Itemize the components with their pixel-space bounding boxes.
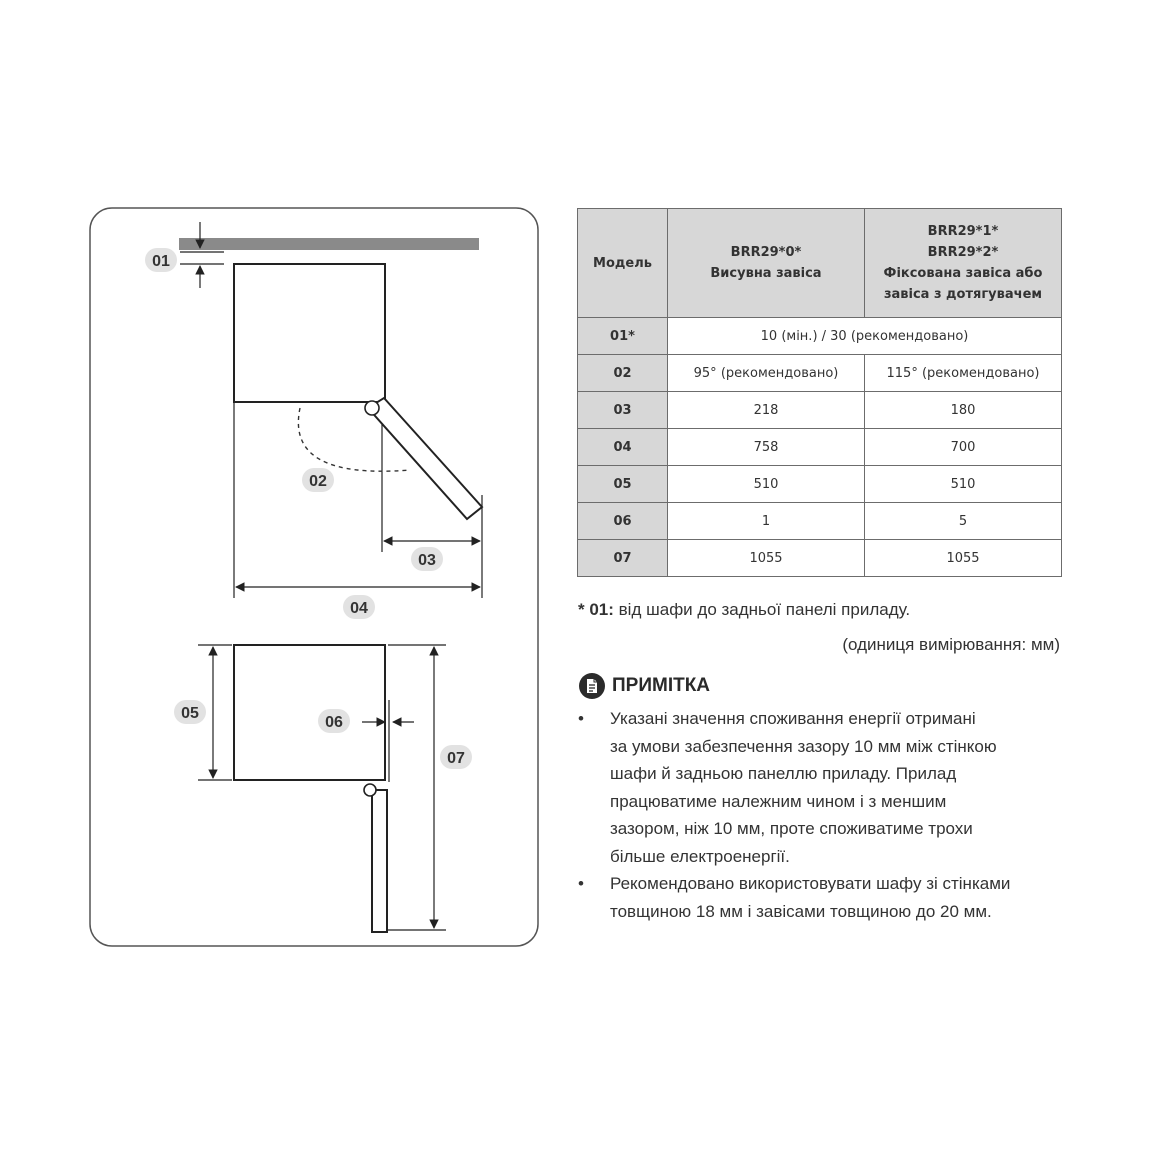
door-open — [368, 398, 482, 519]
label-04 — [343, 595, 375, 619]
label-07 — [440, 745, 472, 769]
svg-text:04: 04 — [350, 600, 368, 617]
row-value-col2: 115° (рекомендовано) — [865, 355, 1062, 392]
row-value-col1: 510 — [668, 466, 865, 503]
appliance-top-view — [234, 264, 385, 402]
table-row — [578, 540, 1062, 577]
label-03 — [411, 547, 443, 571]
bullet-dot: • — [578, 709, 584, 728]
spec-table — [577, 208, 1062, 577]
svg-text:07: 07 — [447, 750, 465, 767]
header-col1: BRR29*0* Висувна завіса — [668, 209, 865, 318]
svg-text:01: 01 — [152, 253, 170, 270]
footnote — [578, 600, 910, 620]
footnote-text: від шафи до задньої панелі приладу. — [613, 600, 911, 619]
label-02 — [302, 468, 334, 492]
svg-text:05: 05 — [181, 705, 199, 722]
table-header-row — [578, 209, 1062, 318]
row-param: 02 — [578, 355, 668, 392]
header-model: Модель — [578, 209, 668, 318]
row-param: 07 — [578, 540, 668, 577]
row-value-col1: 1 — [668, 503, 865, 540]
label-05 — [174, 700, 206, 724]
door-panel — [372, 790, 387, 932]
note-header — [578, 672, 710, 700]
note-item: • Указані значення споживання енергії отримані за умови забезпечення зазору 10 мм між стінкою шафи й задньою панеллю приладу. Прилад працюватиме належним чином і з меншим зазором, ніж 10 мм, проте споживатиме трохи більше електроенергії. — [578, 705, 1078, 870]
note-title: ПРИМІТКА — [612, 675, 711, 696]
svg-text:06: 06 — [325, 714, 343, 731]
table-row — [578, 429, 1062, 466]
row-param: 06 — [578, 503, 668, 540]
hinge-top — [365, 401, 379, 415]
row-value-col1: 218 — [668, 392, 865, 429]
label-06 — [318, 709, 350, 733]
cabinet-wall — [179, 238, 479, 250]
label-01 — [145, 248, 177, 272]
row-value-col1: 1055 — [668, 540, 865, 577]
table-row — [578, 392, 1062, 429]
hinge-bottom — [364, 784, 376, 796]
header-col2: BRR29*1* BRR29*2* Фіксована завіса або завіса з дотягувачем — [865, 209, 1062, 318]
note-document-icon — [578, 672, 606, 700]
note-item: • Рекомендовано використовувати шафу зі стінками товщиною 18 мм і завісами товщиною до 20 мм. — [578, 870, 1078, 925]
note-list — [578, 705, 1078, 925]
row-merged-value: 10 (мін.) / 30 (рекомендовано) — [668, 318, 1062, 355]
table-row — [578, 355, 1062, 392]
table-row — [578, 466, 1062, 503]
row-param: 01* — [578, 318, 668, 355]
row-value-col2: 180 — [865, 392, 1062, 429]
svg-text:02: 02 — [309, 473, 327, 490]
row-value-col2: 5 — [865, 503, 1062, 540]
appliance-front-view — [234, 645, 385, 780]
bullet-dot: • — [578, 874, 584, 893]
row-param: 04 — [578, 429, 668, 466]
row-value-col2: 1055 — [865, 540, 1062, 577]
table-row — [578, 318, 1062, 355]
row-value-col1: 758 — [668, 429, 865, 466]
svg-text:03: 03 — [418, 552, 436, 569]
row-value-col2: 510 — [865, 466, 1062, 503]
row-param: 05 — [578, 466, 668, 503]
units-note: (одиниця вимірювання: мм) — [842, 635, 1060, 654]
row-param: 03 — [578, 392, 668, 429]
table-row — [578, 503, 1062, 540]
footnote-marker: * 01: — [578, 600, 614, 619]
row-value-col2: 700 — [865, 429, 1062, 466]
row-value-col1: 95° (рекомендовано) — [668, 355, 865, 392]
